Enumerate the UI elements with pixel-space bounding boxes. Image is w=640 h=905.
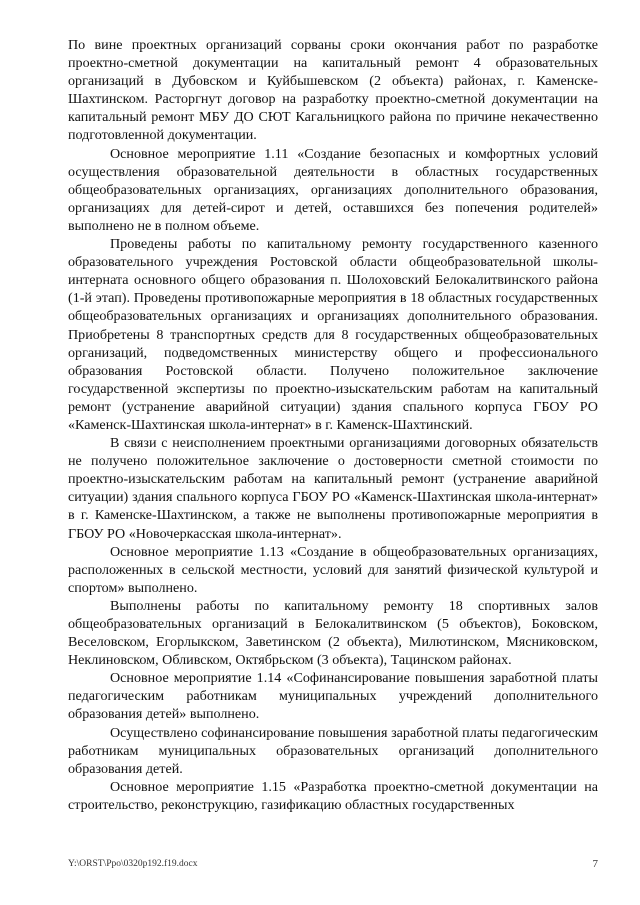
paragraph-2: Основное мероприятие 1.11 «Создание безопасных и комфортных условий осуществления образовательной деятельности в областных государственных общеобразовательных организациях, организациях дополнительного образования, организациях для детей-сирот и детей, оставшихся без попечения родителей» выполнено не в полном объеме. (68, 145, 598, 234)
paragraph-4: В связи с неисполнением проектными организациями договорных обязательств не получено положительное заключение о достоверности сметной стоимости по проектно-изыскательским работам на капитальный ремонт (устранение аварийной ситуации) здания спального корпуса ГБОУ РО «Каменск-Шахтинская школа-интернат» в г. Каменске-Шахтинском, а также не выполнены противопожарные мероприятия в ГБОУ РО «Новочеркасская школа-интернат». (68, 435, 598, 542)
page-number: 7 (592, 858, 598, 870)
paragraph-8: Осуществлено софинансирование повышения заработной платы педагогическим работникам муниципальных образовательных организаций дополнительного образования детей. (68, 724, 598, 777)
paragraph-3: Проведены работы по капитальному ремонту государственного казенного образовательного учреждения Ростовской области общеобразовательной школы-интерната основного общего образования п. Шолоховский Белокалитвинского района (1-й этап). Проведены противопожарные мероприятия в 18 областных государственных общеобразовательных организациях и организациях дополнительного образования. Приобретены 8 транспортных средств для 8 государственных общеобразовательных организаций, подведомственных министерству общего и профессионального образования Ростовской области. Получено положительное заключение государственной экспертизы по проектно-изыскательским работам на капитальный ремонт (устранение аварийной ситуации) здания спального корпуса ГБОУ РО «Каменск-Шахтинская школа-интернат» в г. Каменск-Шахтинский. (68, 236, 598, 433)
document-body (68, 36, 598, 814)
paragraph-5: Основное мероприятие 1.13 «Создание в общеобразовательных организациях, расположенных в сельской местности, условий для занятий физической культурой и спортом» выполнено. (68, 543, 598, 596)
paragraph-6: Выполнены работы по капитальному ремонту 18 спортивных залов общеобразовательных организаций в Белокалитвинском (5 объектов), Боковском, Веселовском, Егорлыкском, Заветинском (2 объекта), Милютинском, Мясниковском, Неклиновском, Обливском, Октябрьском (3 объекта), Тацинском районах. (68, 597, 598, 669)
paragraph-1: По вине проектных организаций сорваны сроки окончания работ по разработке проектно-сметной документации на капитальный ремонт 4 образовательных организаций в Дубовском и Куйбышевском (2 объекта) районах, г. Каменске-Шахтинском. Расторгнут договор на разработку проектно-сметной документации на капитальный ремонт МБУ ДО СЮТ Кагальницкого района по причине некачественно подготовленной документации. (68, 37, 598, 144)
paragraph-9: Основное мероприятие 1.15 «Разработка проектно-сметной документации на строительство, реконструкцию, газификацию областных государственных (68, 778, 598, 813)
paragraph-7: Основное мероприятие 1.14 «Софинансирование повышения заработной платы педагогическим работникам муниципальных учреждений дополнительного образования детей» выполнено. (68, 670, 598, 723)
file-path: Y:\ORST\Ppo\0320p192.f19.docx (68, 859, 198, 869)
